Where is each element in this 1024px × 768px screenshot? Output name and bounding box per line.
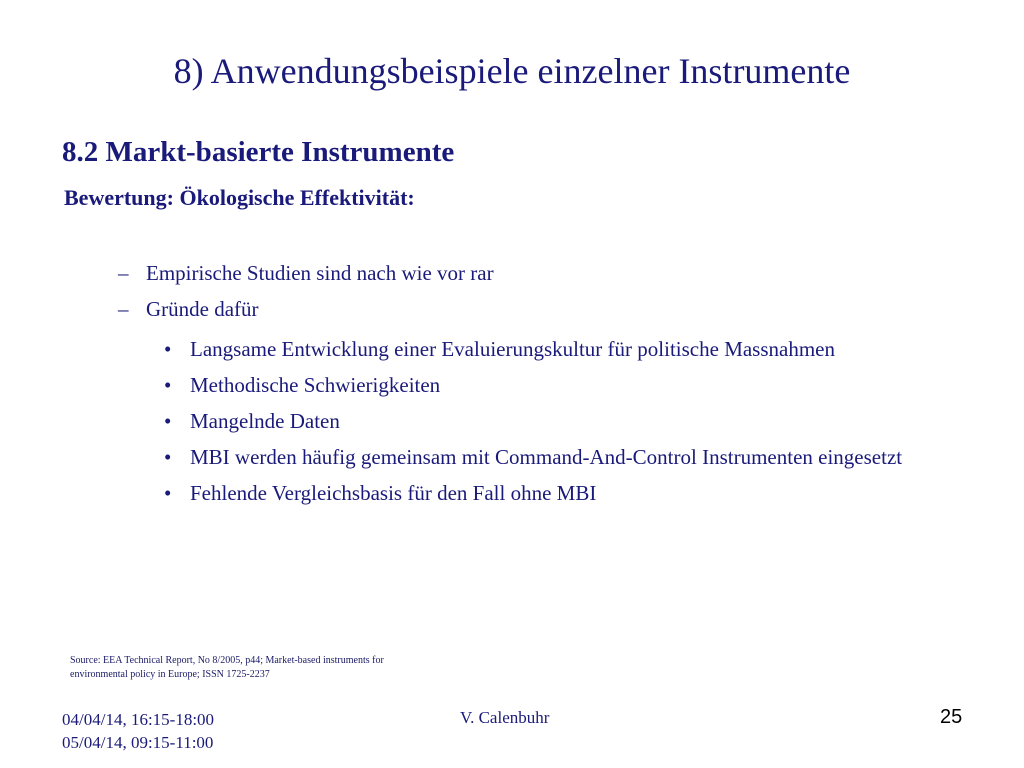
- list-item-text: Fehlende Vergleichsbasis für den Fall ohne MBI: [190, 481, 597, 505]
- list-item: [164, 478, 984, 509]
- bullet-marker: •: [164, 409, 172, 433]
- subheading: Bewertung: Ökologische Effektivität:: [64, 185, 415, 210]
- dash-marker: –: [118, 261, 129, 285]
- list-item: [164, 370, 984, 401]
- dash-item: [118, 261, 494, 286]
- slide-title: 8) Anwendungsbeispiele einzelner Instrumente: [173, 51, 851, 91]
- footer-date: [62, 708, 214, 754]
- list-item-text: Mangelnde Daten: [190, 409, 340, 433]
- list-item-text: Langsame Entwicklung einer Evaluierungskultur für politische Massnahmen: [190, 337, 836, 361]
- bullet-marker: •: [164, 481, 172, 505]
- bullet-marker: •: [164, 373, 172, 397]
- footer-date-line: 05/04/14, 09:15-11:00: [62, 733, 214, 752]
- source-line: environmental policy in Europe; ISSN 1725-2237: [70, 669, 270, 680]
- bullet-marker: •: [164, 445, 172, 469]
- source-line: Source: EEA Technical Report, No 8/2005, p44; Market-based instruments for: [70, 655, 384, 666]
- list-item-text: MBI werden häufig gemeinsam mit Command-And-Control Instrumenten eingesetzt: [190, 445, 903, 469]
- section-heading: 8.2 Markt-basierte Instrumente: [62, 136, 455, 168]
- list-item: [164, 442, 990, 473]
- bullet-list: [164, 334, 984, 514]
- footer-author: V. Calenbuhr: [460, 708, 550, 727]
- dash-marker: –: [118, 297, 129, 321]
- bullet-marker: •: [164, 337, 172, 361]
- dash-item-text: Gründe dafür: [146, 297, 259, 321]
- dash-item-text: Empirische Studien sind nach wie vor rar: [146, 261, 494, 285]
- page-number: 25: [940, 706, 963, 728]
- source-note: [70, 654, 460, 682]
- dash-item: [118, 297, 259, 322]
- list-item-text: Methodische Schwierigkeiten: [190, 373, 441, 397]
- list-item: [164, 334, 870, 365]
- list-item: [164, 406, 984, 437]
- footer-date-line: 04/04/14, 16:15-18:00: [62, 710, 215, 729]
